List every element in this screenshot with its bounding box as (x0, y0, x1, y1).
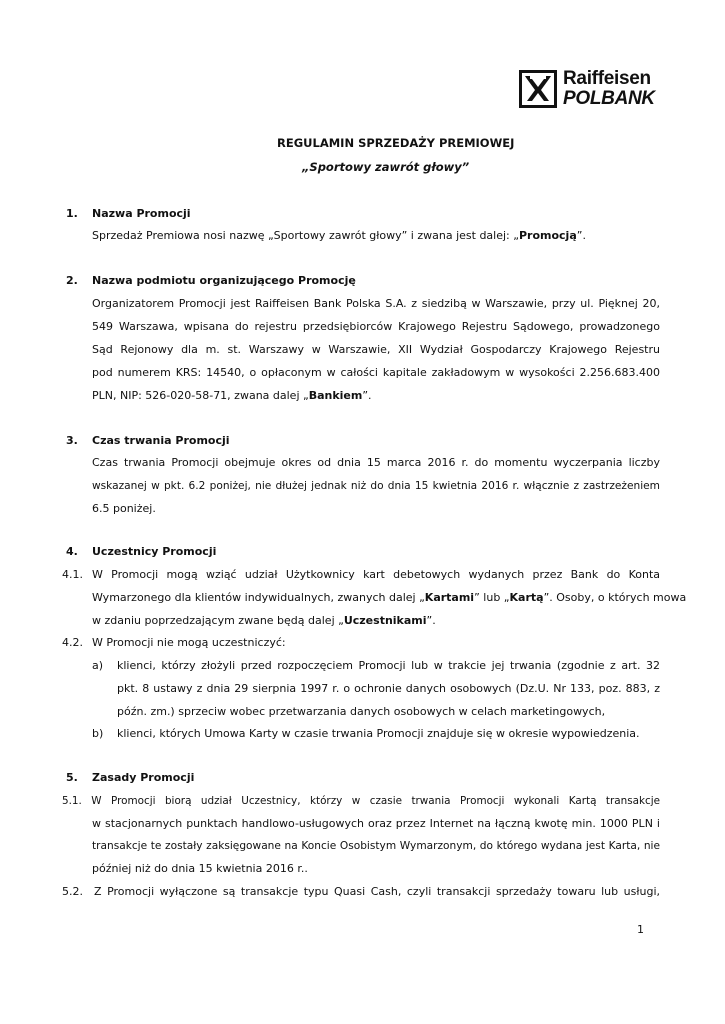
section-2-line-5: PLN, NIP: 526-020-58-71, zwana dalej „Bankiem”. (92, 389, 372, 402)
raiffeisen-logo (519, 70, 669, 110)
section-1-heading: Nazwa Promocji (92, 207, 191, 220)
section-2-number: 2. (66, 274, 78, 287)
section-3-line-2: wskazanej w pkt. 6.2 poniżej, nie dłużej jednak niż do dnia 15 kwietnia 2016 r. włącznie z zastrzeżeniem (92, 480, 660, 492)
item-b-line-1: klienci, których Umowa Karty w czasie trwania Promocji znajduje się w okresie wypowiedzenia. (117, 727, 640, 740)
section-2-line-2: 549 Warszawa, wpisana do rejestru przedsiębiorców Krajowego Rejestru Sądowego, prowadzonego (92, 320, 660, 333)
section-2-line-3: Sąd Rejonowy dla m. st. Warszawy w Warszawie, XII Wydział Gospodarczy Krajowego Rejestru (92, 343, 660, 356)
section-4-number: 4. (66, 545, 78, 558)
point-4-1-number: 4.1. (62, 568, 83, 581)
point-5-2-number: 5.2. (62, 885, 83, 898)
section-5-number: 5. (66, 771, 78, 784)
section-4-heading: Uczestnicy Promocji (92, 545, 217, 558)
item-a-line-2: pkt. 8 ustawy z dnia 29 sierpnia 1997 r. o ochronie danych osobowych (Dz.U. Nr 133, poz. 883, z (117, 682, 660, 695)
point-5-1-line-3: transakcje te zostały zaksięgowane na Koncie Osobistym Wymarzonym, do którego wydana jest Karta, nie (92, 840, 660, 852)
section-5-heading: Zasady Promocji (92, 771, 195, 784)
point-4-2-line-1: W Promocji nie mogą uczestniczyć: (92, 636, 286, 649)
section-1-text: Sprzedaż Premiowa nosi nazwę „Sportowy zawrót głowy” i zwana jest dalej: „Promocją”. (92, 229, 586, 242)
point-4-1-line-1: W Promocji mogą wziąć udział Użytkownicy kart debetowych wydanych przez Bank do Konta (92, 568, 660, 581)
promotion-name: „Sportowy zawrót głowy” (302, 160, 470, 174)
point-4-1-line-3: w zdaniu poprzedzającym zwane będą dalej „Uczestnikami”. (92, 614, 436, 627)
page-number: 1 (637, 923, 644, 936)
item-a-line-1: klienci, którzy złożyli przed rozpoczęciem Promocji lub w trakcie jej trwania (zgodnie z art. 32 (117, 659, 660, 672)
point-5-2-line-1: Z Promocji wyłączone są transakcje typu Quasi Cash, czyli transakcji sprzedaży towaru lub usługi, (94, 885, 660, 898)
logo-text-raiffeisen: Raiffeisen (563, 68, 651, 89)
section-2-line-1: Organizatorem Promocji jest Raiffeisen Bank Polska S.A. z siedzibą w Warszawie, przy ul. Pięknej 20, (92, 297, 660, 310)
point-4-1-line-2: Wymarzonego dla klientów indywidualnych, zwanych dalej „Kartami” lub „Kartą”. Osoby, o których mowa (92, 591, 687, 604)
raiffeisen-gable-cross-icon (519, 70, 557, 108)
item-b-label: b) (92, 727, 104, 740)
document-title: REGULAMIN SPRZEDAŻY PREMIOWEJ (277, 136, 515, 150)
section-3-line-3: 6.5 poniżej. (92, 502, 156, 515)
point-5-1-line-1: 5.1. W Promocji biorą udział Uczestnicy, którzy w czasie trwania Promocji wykonali Kartą transakcje (62, 795, 660, 807)
point-5-1-line-2: w stacjonarnych punktach handlowo-usługowych oraz przez Internet na łączną kwotę min. 1000 PLN i (92, 817, 660, 830)
point-5-1-line-4: później niż do dnia 15 kwietnia 2016 r.. (92, 862, 308, 875)
section-2-heading: Nazwa podmiotu organizującego Promocję (92, 274, 356, 287)
item-a-line-3: późn. zm.) sprzeciw wobec przetwarzania danych osobowych w celach marketingowych, (117, 705, 606, 718)
item-a-label: a) (92, 659, 104, 672)
section-3-line-1: Czas trwania Promocji obejmuje okres od dnia 15 marca 2016 r. do momentu wyczerpania liczby (92, 456, 660, 469)
section-1-number: 1. (66, 207, 78, 220)
section-2-line-4: pod numerem KRS: 14540, o opłaconym w całości kapitale zakładowym w wysokości 2.256.683.400 (92, 366, 660, 379)
logo-text-polbank: POLBANK (563, 88, 655, 109)
section-3-number: 3. (66, 434, 78, 447)
point-4-2-number: 4.2. (62, 636, 83, 649)
section-3-heading: Czas trwania Promocji (92, 434, 230, 447)
